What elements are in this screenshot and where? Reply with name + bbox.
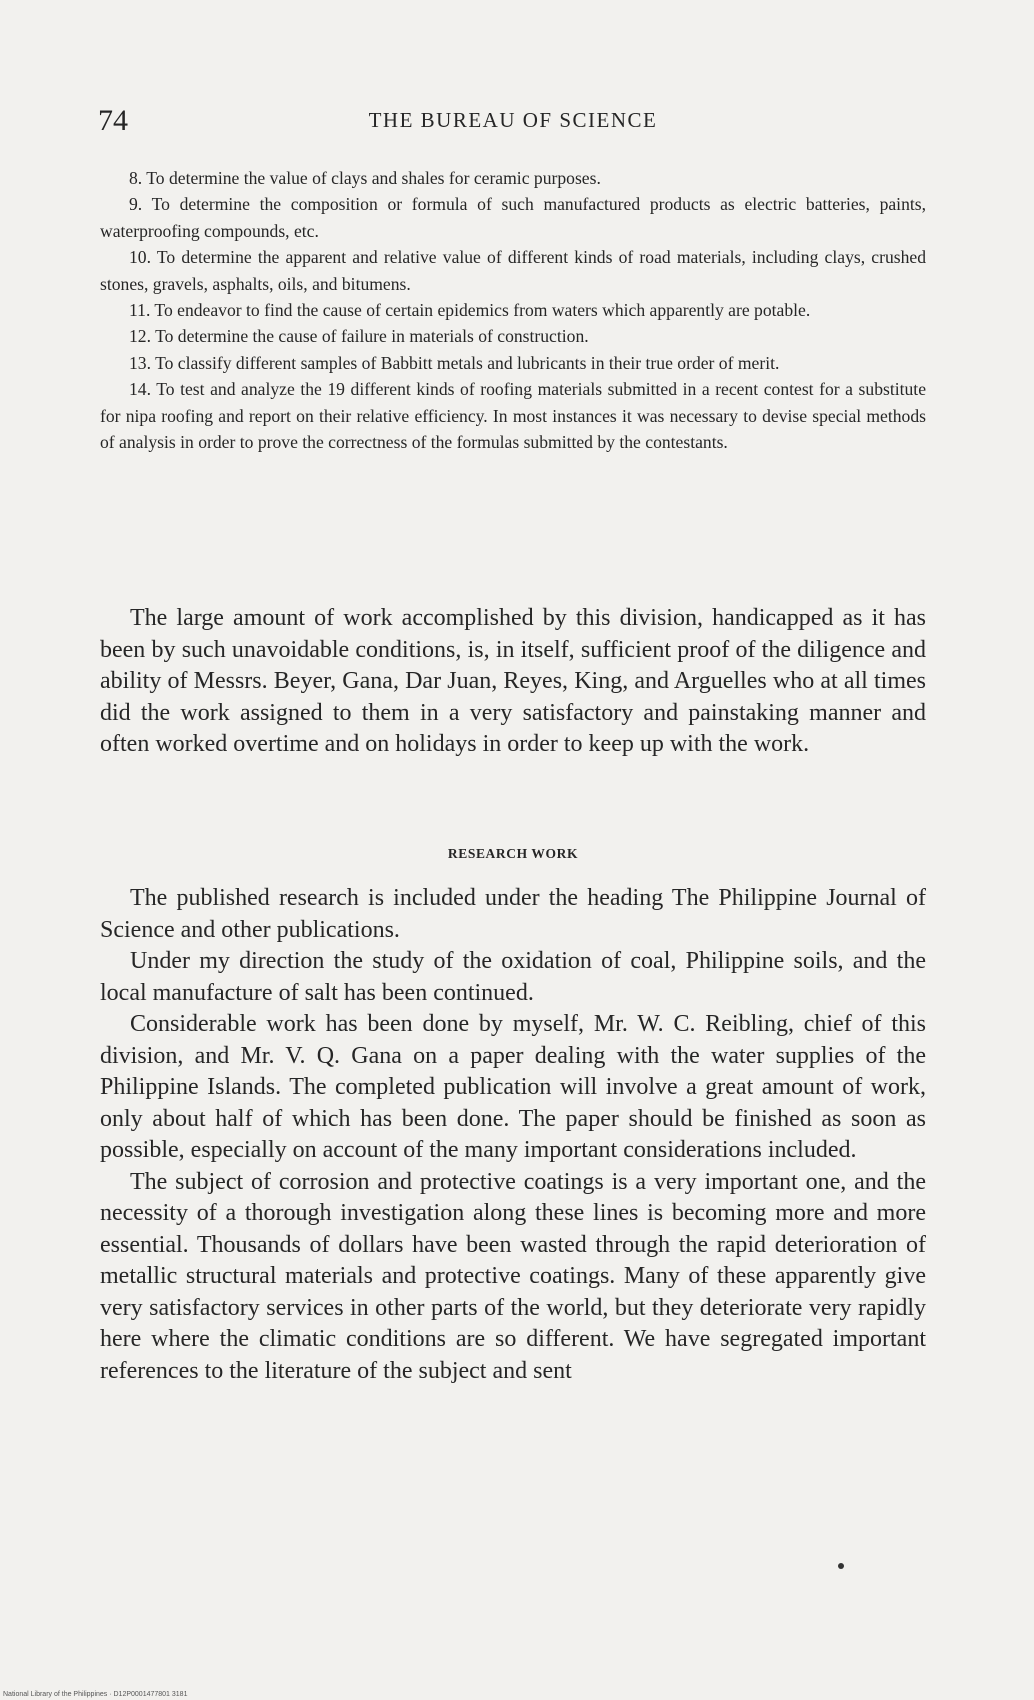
list-item: 14. To test and analyze the 19 different kinds of roofing materials submitted in a recent contest for a substitute for nipa roofing and report on their relative efficiency. In most instances it was necessary to devise special methods of analysis in order to prove the correctness of the formulas submitted by the contestants. (100, 379, 926, 453)
ink-speck (838, 1563, 844, 1569)
summary-section (100, 603, 926, 761)
list-item: 11. To endeavor to find the cause of certain epidemics from waters which apparently are potable. (129, 300, 811, 321)
research-paragraph: The subject of corrosion and protective coatings is a very important one, and the necessity of a thorough investigation along these lines is becoming more and more essential. Thousands of dollars have been wasted through the rapid deterioration of metallic structural materials and protective coatings. Many of these apparently give very satisfactory services in other parts of the world, but they deteriorate very rapidly here where the climatic conditions are so different. We have segregated important references to the literature of the subject and sent (100, 1168, 926, 1384)
paragraph-accomplished: The large amount of work accomplished by this division, handicapped as it has been by such unavoidable conditions, is, in itself, sufficient proof of the diligence and ability of Messrs. Beyer, Gana, Dar Juan, Reyes, King, and Arguelles who at all times did the work assigned to them in a very satisfactory and painstaking manner and often worked overtime and on holidays in order to keep up with the work. (100, 605, 926, 757)
section-heading: RESEARCH WORK (447, 846, 579, 861)
page-header (98, 104, 928, 144)
research-paragraph: The published research is included under the heading The Philippine Journal of Science and other publications. (100, 885, 926, 943)
list-item: 12. To determine the cause of failure in materials of construction. (129, 326, 589, 347)
research-paragraph: Under my direction the study of the oxidation of coal, Philippine soils, and the local manufacture of salt has been continued. (100, 948, 926, 1006)
list-item: 10. To determine the apparent and relative value of different kinds of road materials, including clays, crushed stones, gravels, asphalts, oils, and bitumens. (100, 247, 926, 294)
list-item: 13. To classify different samples of Babbitt metals and lubricants in their true order of merit. (129, 352, 780, 373)
running-title: THE BUREAU OF SCIENCE (368, 108, 658, 132)
research-section (100, 883, 926, 1387)
list-item: 8. To determine the value of clays and shales for ceramic purposes. (129, 168, 601, 188)
page-number: 74 (98, 104, 128, 137)
research-paragraph: Considerable work has been done by myself, Mr. W. C. Reibling, chief of this division, and Mr. V. Q. Gana on a paper dealing with the water supplies of the Philippine Islands. The completed publication will involve a great amount of work, only about half of which has been done. The paper should be finished as soon as possible, especially on account of the many important considerations included. (100, 1011, 926, 1163)
list-item: 9. To determine the composition or formula of such manufactured products as electric batteries, paints, waterproofing compounds, etc. (100, 194, 926, 241)
archive-footer: National Library of the Philippines · D12P0001477801 3181 (3, 1691, 188, 1698)
numbered-list (100, 165, 926, 455)
